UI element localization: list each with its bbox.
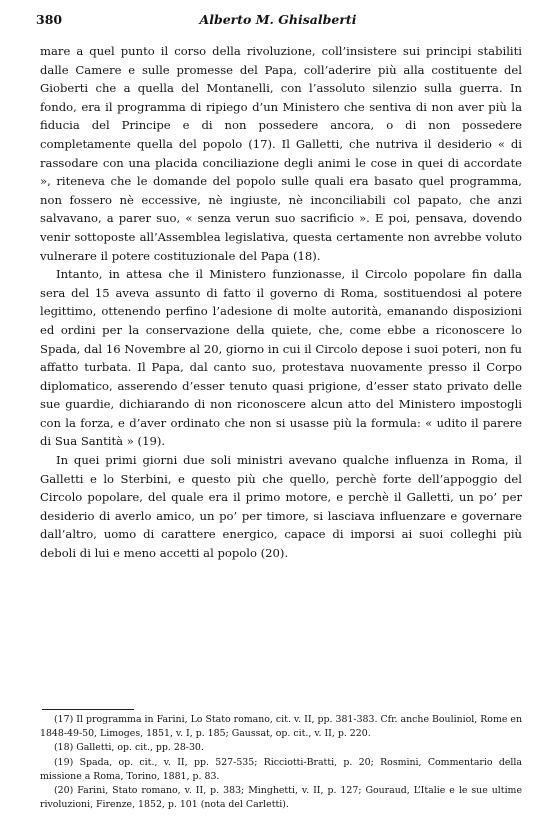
footnote: (19) Spada, op. cit., v. II, pp. 527-535; Ricciotti-Bratti, p. 20; Rosmini, Commentario della missione a Roma, Torino, 1881, p. 83. (40, 756, 522, 782)
paragraph: mare a quel punto il corso della rivoluzione, coll’insistere sui principi stabiliti dalle Camere e sulle promesse del Papa, coll’aderire più alla costituente del Gioberti che a quella del Montanelli, con l’assoluto silenzio sulla guerra. In fondo, era il programma di ripiego d’un Ministero che sentiva di non aver più la fiducia del Principe e di non possedere ancora, o di non possedere completamente quella del popolo (17). Il Galletti, che nutriva il desiderio « di rassodare con una placida conciliazione degli animi le cose in quei di accordate », riteneva che le domande del popolo sulle quali era basato quel programma, non fossero nè eccessive, nè ingiuste, nè inconciliabili col papato, che anzi salvavano, a parer suo, « senza verun suo sacrificio ». E poi, pensava, dovendo venir sottoposte all’Assemblea legislativa, questa certamente non avrebbe voluto vulnerare il potere costituzionale del Papa (18). (40, 44, 522, 263)
footnotes (40, 713, 522, 812)
running-head: Alberto M. Ghisalberti (199, 12, 357, 27)
page-header (36, 12, 520, 30)
footnote: (20) Farini, Stato romano, v. II, p. 383; Minghetti, v. II, p. 127; Gouraud, L’Italie e le sue ultime rivoluzioni, Firenze, 1852, p. 101 (nota del Carletti). (40, 785, 522, 811)
paragraph: Intanto, in attesa che il Ministero funzionasse, il Circolo popolare fin dalla sera del 15 aveva assunto di fatto il governo di Roma, sostituendosi al potere legittimo, ottenendo perfino l’adesione di molte autorità, emanando disposizioni ed ordini per la conservazione della quiete, che, come ebbe a riconoscere lo Spada, dal 16 Novembre al 20, giorno in cui il Circolo depose i suoi poteri, non fu affatto turbata. Il Papa, dal canto suo, protestava nuovamente presso il Corpo diplomatico, asserendo d’esser tenuto quasi prigione, d’esser stato privato delle sue guardie, dichiarando di non riconoscere alcun atto del Ministero impostogli con la forza, e d’aver ordinato che non si usasse più la formula: « udito il parere di Sua Santità » (19). (40, 267, 522, 449)
footnote: (18) Galletti, op. cit., pp. 28-30. (54, 742, 204, 754)
footnote: (17) Il programma in Farini, Lo Stato romano, cit. v. II, pp. 381-383. Cfr. anche Bouliniol, Rome en 1848-49-50, Limoges, 1851, v. I, p. 185; Gaussat, op. cit., v. II, p. 220. (40, 714, 522, 740)
main-text (40, 42, 522, 563)
footnote-separator (42, 709, 134, 710)
paragraph: In quei primi giorni due soli ministri avevano qualche influenza in Roma, il Galletti e lo Sterbini, e questo più che quello, perchè forte dell’appoggio del Circolo popolare, del quale era il primo motore, e perchè il Galletti, un po’ per desiderio di averlo amico, un po’ per timore, si lasciava influenzare e governare dall’altro, uomo di carattere energico, capace di imporsi ai suoi colleghi più deboli di lui e meno accetti al popolo (20). (40, 453, 522, 561)
page-number: 380 (36, 12, 63, 27)
